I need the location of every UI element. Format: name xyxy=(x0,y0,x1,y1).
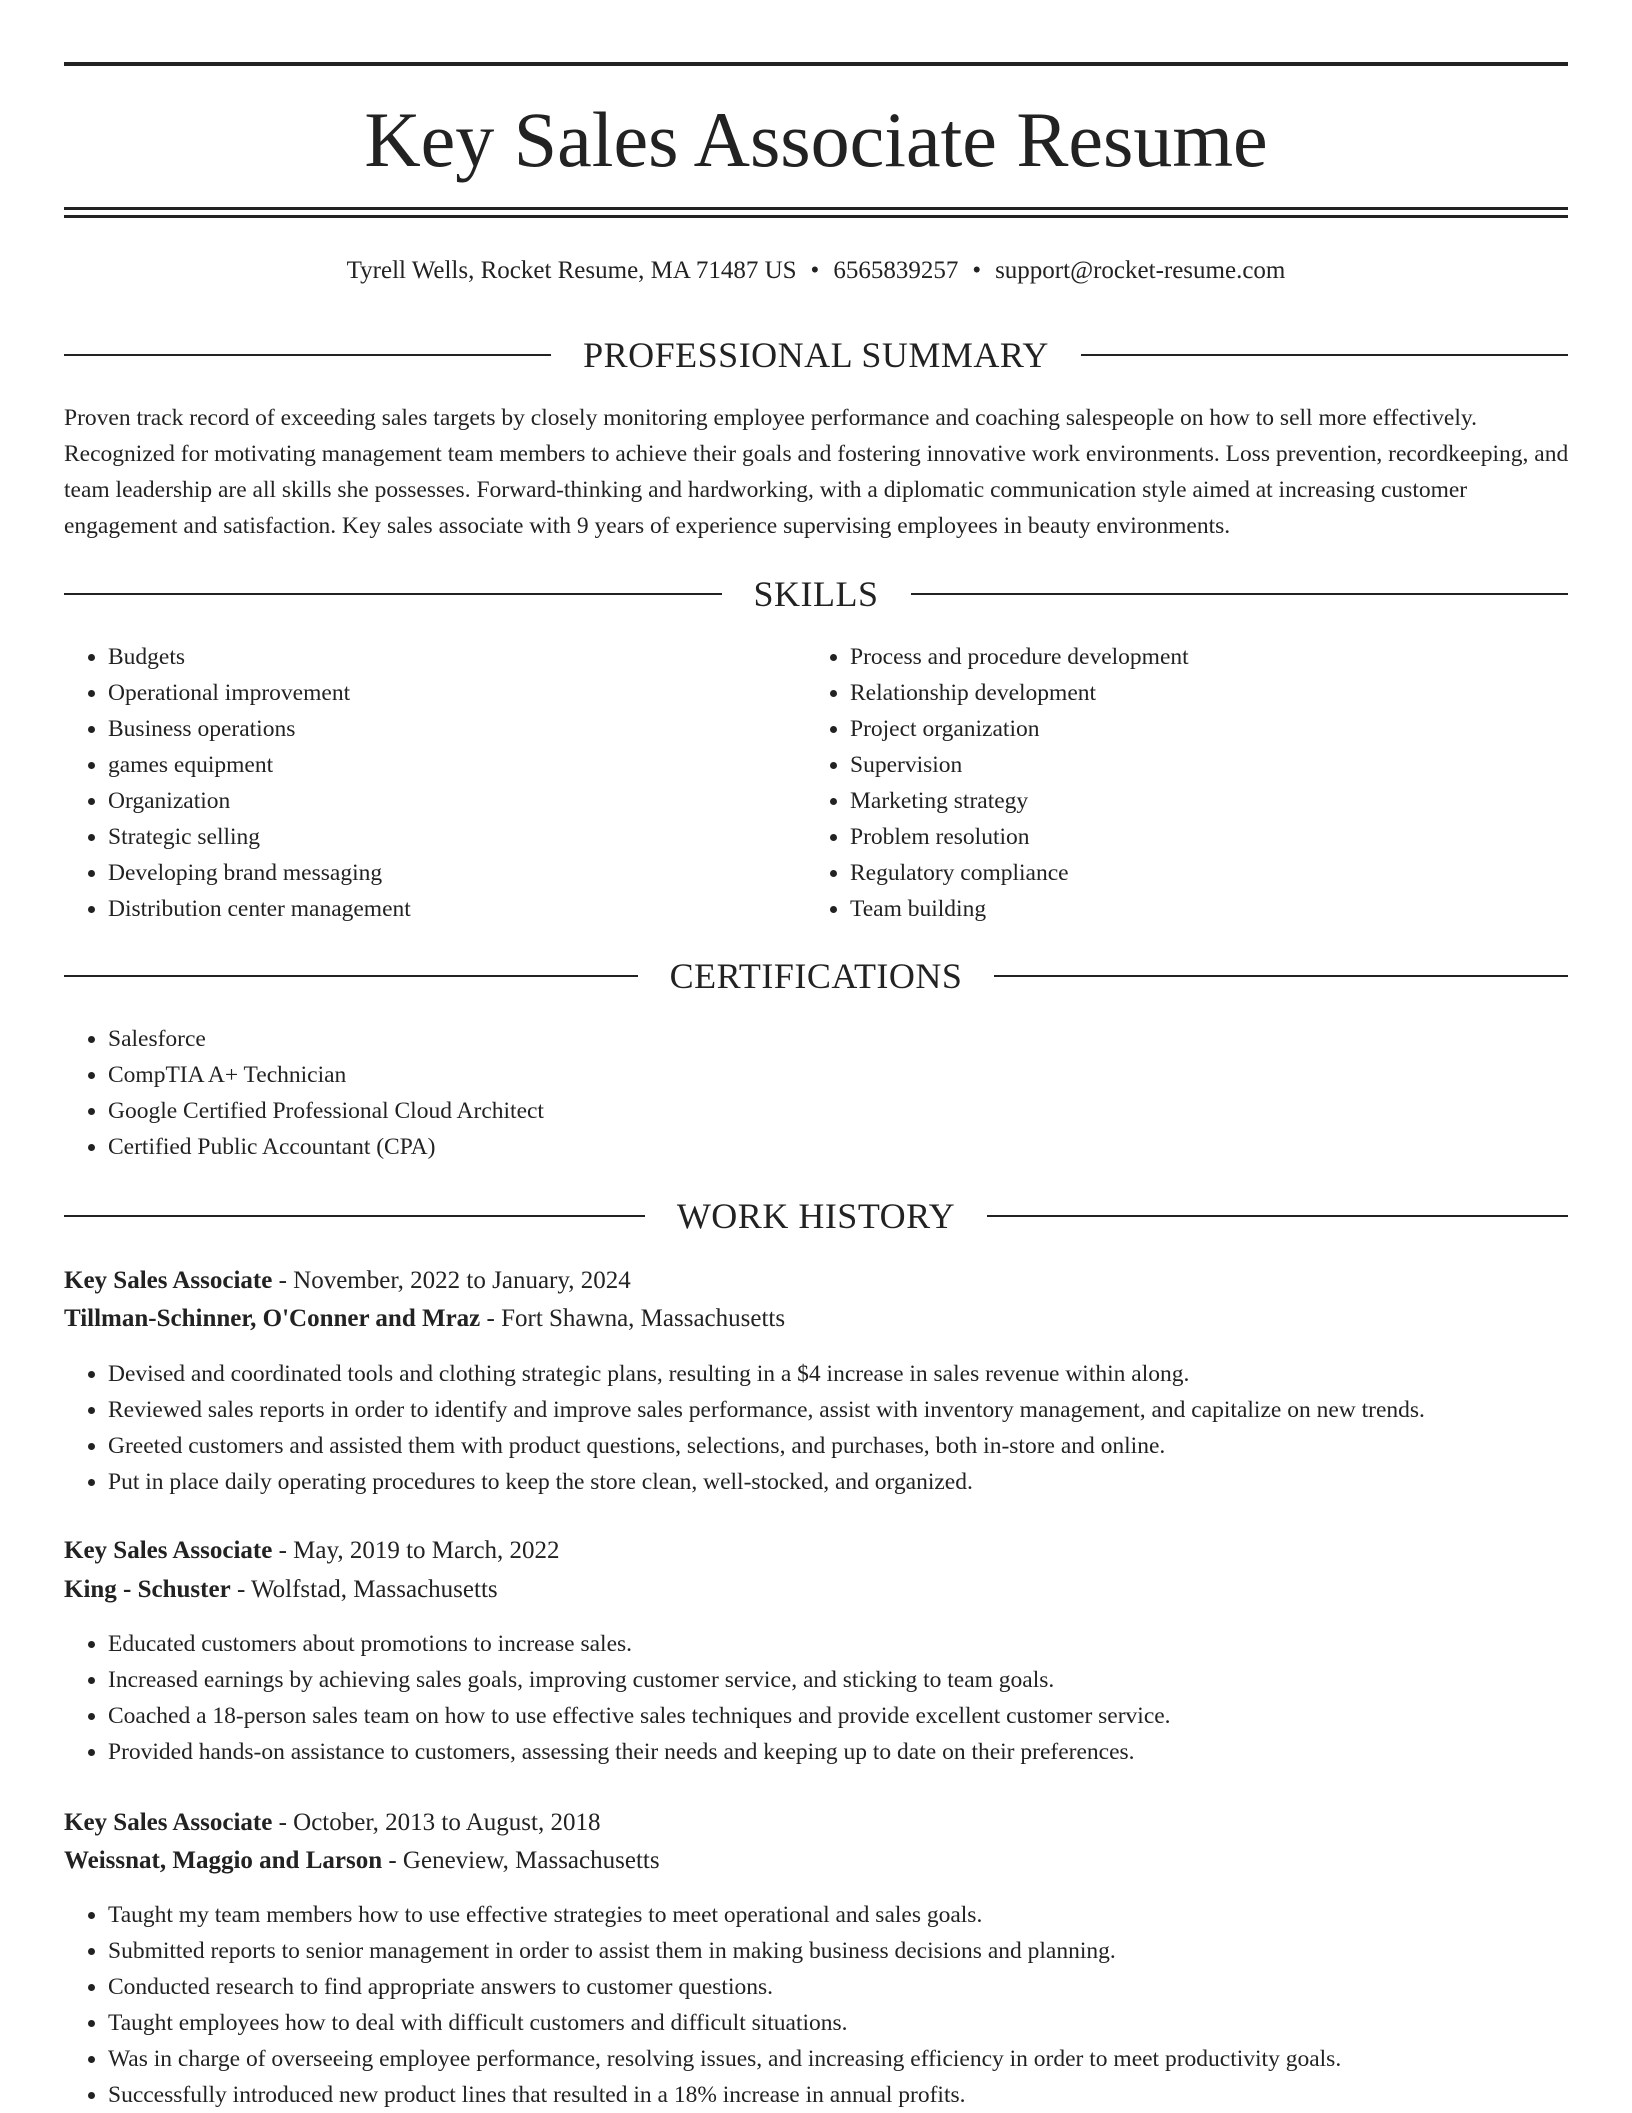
job-title-line xyxy=(64,1265,631,1297)
title-double-rule-lower xyxy=(64,215,1568,218)
skill-item: • Operational improvement xyxy=(108,675,788,711)
contact-separator: • xyxy=(972,257,982,284)
job-bullet: • Educated customers about promotions to increase sales. xyxy=(108,1626,1608,1662)
skill-item: • Supervision xyxy=(850,747,1550,783)
certifications-section-header xyxy=(64,956,1568,996)
job-bullet: • Greeted customers and assisted them with product questions, selections, and purchases, both in-store and online. xyxy=(108,1428,1608,1464)
page-title: Key Sales Associate Resume xyxy=(364,96,1268,183)
job-dates: - October, 2013 to August, 2018 xyxy=(272,1809,601,1836)
skill-item: • Project organization xyxy=(850,711,1550,747)
skill-item: • Budgets xyxy=(108,639,788,675)
job-bullet: • Provided hands-on assistance to customers, assessing their needs and keeping up to date on their preferences. xyxy=(108,1734,1608,1770)
header-rule xyxy=(64,975,638,977)
top-rule xyxy=(64,62,1568,66)
contact-phone: 6565839257 xyxy=(833,257,959,284)
job-company: Weissnat, Maggio and Larson xyxy=(64,1847,383,1874)
contact-line xyxy=(64,255,1568,287)
summary-section-header xyxy=(64,335,1568,375)
job-bullet: • Submitted reports to senior management in order to assist them in making business decisions and planning. xyxy=(108,1933,1608,1969)
job-title-line xyxy=(64,1807,600,1839)
skill-item: • Process and procedure development xyxy=(850,639,1550,675)
skill-item: • Regulatory compliance xyxy=(850,855,1550,891)
contact-separator: • xyxy=(810,257,820,284)
job-bullet: • Taught employees how to deal with difficult customers and difficult situations. xyxy=(108,2005,1608,2041)
header-rule xyxy=(987,1215,1568,1217)
header-rule xyxy=(64,593,722,595)
job-bullets xyxy=(64,1626,1608,1770)
certifications-heading: CERTIFICATIONS xyxy=(669,956,963,996)
job-company: Tillman-Schinner, O'Conner and Mraz xyxy=(64,1305,481,1332)
job-company-line xyxy=(64,1303,785,1335)
job-bullets xyxy=(64,1356,1608,1500)
header-rule xyxy=(64,354,551,356)
work-history-section-header xyxy=(64,1196,1568,1236)
job-bullet: • Reviewed sales reports in order to identify and improve sales performance, assist with inventory management, and capitalize on new trends. xyxy=(108,1392,1608,1428)
skill-item: • Marketing strategy xyxy=(850,783,1550,819)
skills-heading: SKILLS xyxy=(753,574,879,614)
job-location: - Fort Shawna, Massachusetts xyxy=(480,1305,786,1332)
job-bullet: • Increased earnings by achieving sales goals, improving customer service, and sticking to team goals. xyxy=(108,1662,1608,1698)
certification-item: • Google Certified Professional Cloud Architect xyxy=(108,1093,1508,1129)
skill-item: • Team building xyxy=(850,891,1550,927)
skill-item: • Developing brand messaging xyxy=(108,855,788,891)
skill-item: • Organization xyxy=(108,783,788,819)
skill-item: • Business operations xyxy=(108,711,788,747)
job-bullet: • Devised and coordinated tools and clothing strategic plans, resulting in a $4 increase in sales revenue within along. xyxy=(108,1356,1608,1392)
contact-address: Tyrell Wells, Rocket Resume, MA 71487 US xyxy=(346,257,797,284)
contact-email: support@rocket-resume.com xyxy=(995,257,1286,284)
job-bullet: • Put in place daily operating procedures to keep the store clean, well-stocked, and organized. xyxy=(108,1464,1608,1500)
header-rule xyxy=(64,1215,645,1217)
summary-heading: PROFESSIONAL SUMMARY xyxy=(583,335,1049,375)
job-bullet: • Successfully introduced new product lines that resulted in a 18% increase in annual profits. xyxy=(108,2077,1608,2113)
job-title-line xyxy=(64,1535,560,1567)
skill-item: • Relationship development xyxy=(850,675,1550,711)
skill-item: • games equipment xyxy=(108,747,788,783)
job-bullet: • Was in charge of overseeing employee performance, resolving issues, and increasing efficiency in order to meet productivity goals. xyxy=(108,2041,1608,2077)
summary-text: Proven track record of exceeding sales targets by closely monitoring employee performance and coaching salespeople on how to sell more effectively. Recognized for motivating management team members to achieve their goals and fostering innovative work environments. Loss prevention, recordkeeping, and team leadership are all skills she possesses. Forward-thinking and hardworking, with a diplomatic communication style aimed at increasing customer engagement and satisfaction. Key sales associate with 9 years of experience supervising employees in beauty environments. xyxy=(64,405,1569,539)
job-title: Key Sales Associate xyxy=(64,1537,273,1564)
job-company-line xyxy=(64,1845,660,1877)
job-title: Key Sales Associate xyxy=(64,1267,273,1294)
job-bullet: • Conducted research to find appropriate answers to customer questions. xyxy=(108,1969,1608,2005)
title-double-rule-upper xyxy=(64,207,1568,210)
certification-item: • Salesforce xyxy=(108,1021,1508,1057)
job-location: - Geneview, Massachusetts xyxy=(382,1847,660,1874)
header-rule xyxy=(994,975,1568,977)
certification-item: • Certified Public Accountant (CPA) xyxy=(108,1129,1508,1165)
job-dates: - November, 2022 to January, 2024 xyxy=(272,1267,631,1294)
job-bullet: • Coached a 18-person sales team on how to use effective sales techniques and provide excellent customer service. xyxy=(108,1698,1608,1734)
work-history-heading: WORK HISTORY xyxy=(676,1196,956,1236)
job-bullets xyxy=(64,1897,1608,2113)
job-location: - Wolfstad, Massachusetts xyxy=(230,1576,498,1603)
certification-item: • CompTIA A+ Technician xyxy=(108,1057,1508,1093)
job-dates: - May, 2019 to March, 2022 xyxy=(272,1537,560,1564)
job-company-line xyxy=(64,1574,498,1606)
skills-list-left xyxy=(64,639,788,927)
job-title: Key Sales Associate xyxy=(64,1809,273,1836)
header-rule xyxy=(1081,354,1568,356)
skill-item: • Problem resolution xyxy=(850,819,1550,855)
job-bullet: • Taught my team members how to use effective strategies to meet operational and sales goals. xyxy=(108,1897,1608,1933)
skills-list-right xyxy=(806,639,1550,927)
skills-section-header xyxy=(64,574,1568,614)
certifications-list xyxy=(64,1021,1508,1165)
skill-item: • Distribution center management xyxy=(108,891,788,927)
skill-item: • Strategic selling xyxy=(108,819,788,855)
job-company: King - Schuster xyxy=(64,1576,231,1603)
header-rule xyxy=(911,593,1569,595)
